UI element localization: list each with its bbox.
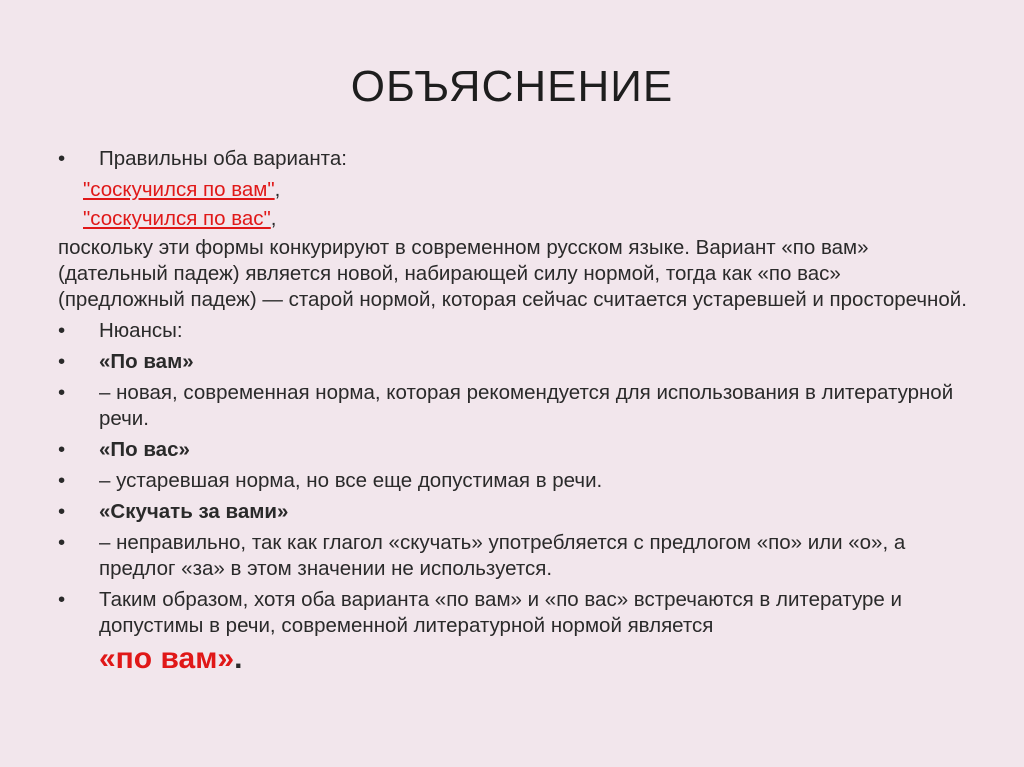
bullet-dot: • [58,381,66,404]
bullet-po-vas [58,437,968,463]
bullet-dot: • [58,469,66,492]
conclusion-highlight: «по вам» [99,642,235,675]
variant-1-line [58,177,968,203]
bullet-po-vam [58,349,968,375]
bullet-dot: • [58,500,66,523]
variant-1-suffix: , [274,178,281,201]
bullet-conclusion [58,587,968,679]
conclusion-end: . [234,642,243,675]
bullet-dot: • [58,350,66,373]
bullet-skuchat-desc [58,530,968,582]
bullet-intro [58,146,968,172]
intro-text: Правильны оба варианта: [99,147,347,170]
po-vam-heading: «По вам» [99,350,194,373]
nuances-label: Нюансы: [99,319,183,342]
skuchat-description: – неправильно, так как глагол «скучать» употребляется с предлогом «по» или «о», а предлог «за» в этом значении не используется. [99,531,906,580]
bullet-nuances [58,318,968,344]
bullet-dot: • [58,147,66,170]
variant-2-suffix: , [270,207,277,230]
bullet-dot: • [58,588,66,611]
bullet-dot: • [58,531,66,554]
variant-2-link[interactable]: "соскучился по вас" [83,207,271,230]
po-vas-description: – устаревшая норма, но все еще допустимая в речи. [99,469,603,492]
po-vas-heading: «По вас» [99,438,190,461]
explanation-paragraph: поскольку эти формы конкурируют в современном русском языке. Вариант «по вам» (дательный падеж) является новой, набирающей силу нормой, тогда как «по вас» (предложный падеж) — старой нормой, которая сейчас считается устаревшей и просторечной. [58,236,967,311]
slide-content [58,146,968,684]
conclusion-text: Таким образом, хотя оба варианта «по вам» и «по вас» встречаются в литературе и допустимы в речи, современной литературной нормой является [99,588,902,637]
variant-2-line [58,206,968,232]
bullet-dot: • [58,319,66,342]
bullet-skuchat [58,499,968,525]
variant-1-link[interactable]: "соскучился по вам" [83,178,275,201]
bullet-po-vas-desc [58,468,968,494]
bullet-po-vam-desc [58,380,968,432]
skuchat-heading: «Скучать за вами» [99,500,289,523]
slide-title: ОБЪЯСНЕНИЕ [350,62,674,111]
po-vam-description: – новая, современная норма, которая рекомендуется для использования в литературной речи. [99,381,954,430]
bullet-dot: • [58,438,66,461]
